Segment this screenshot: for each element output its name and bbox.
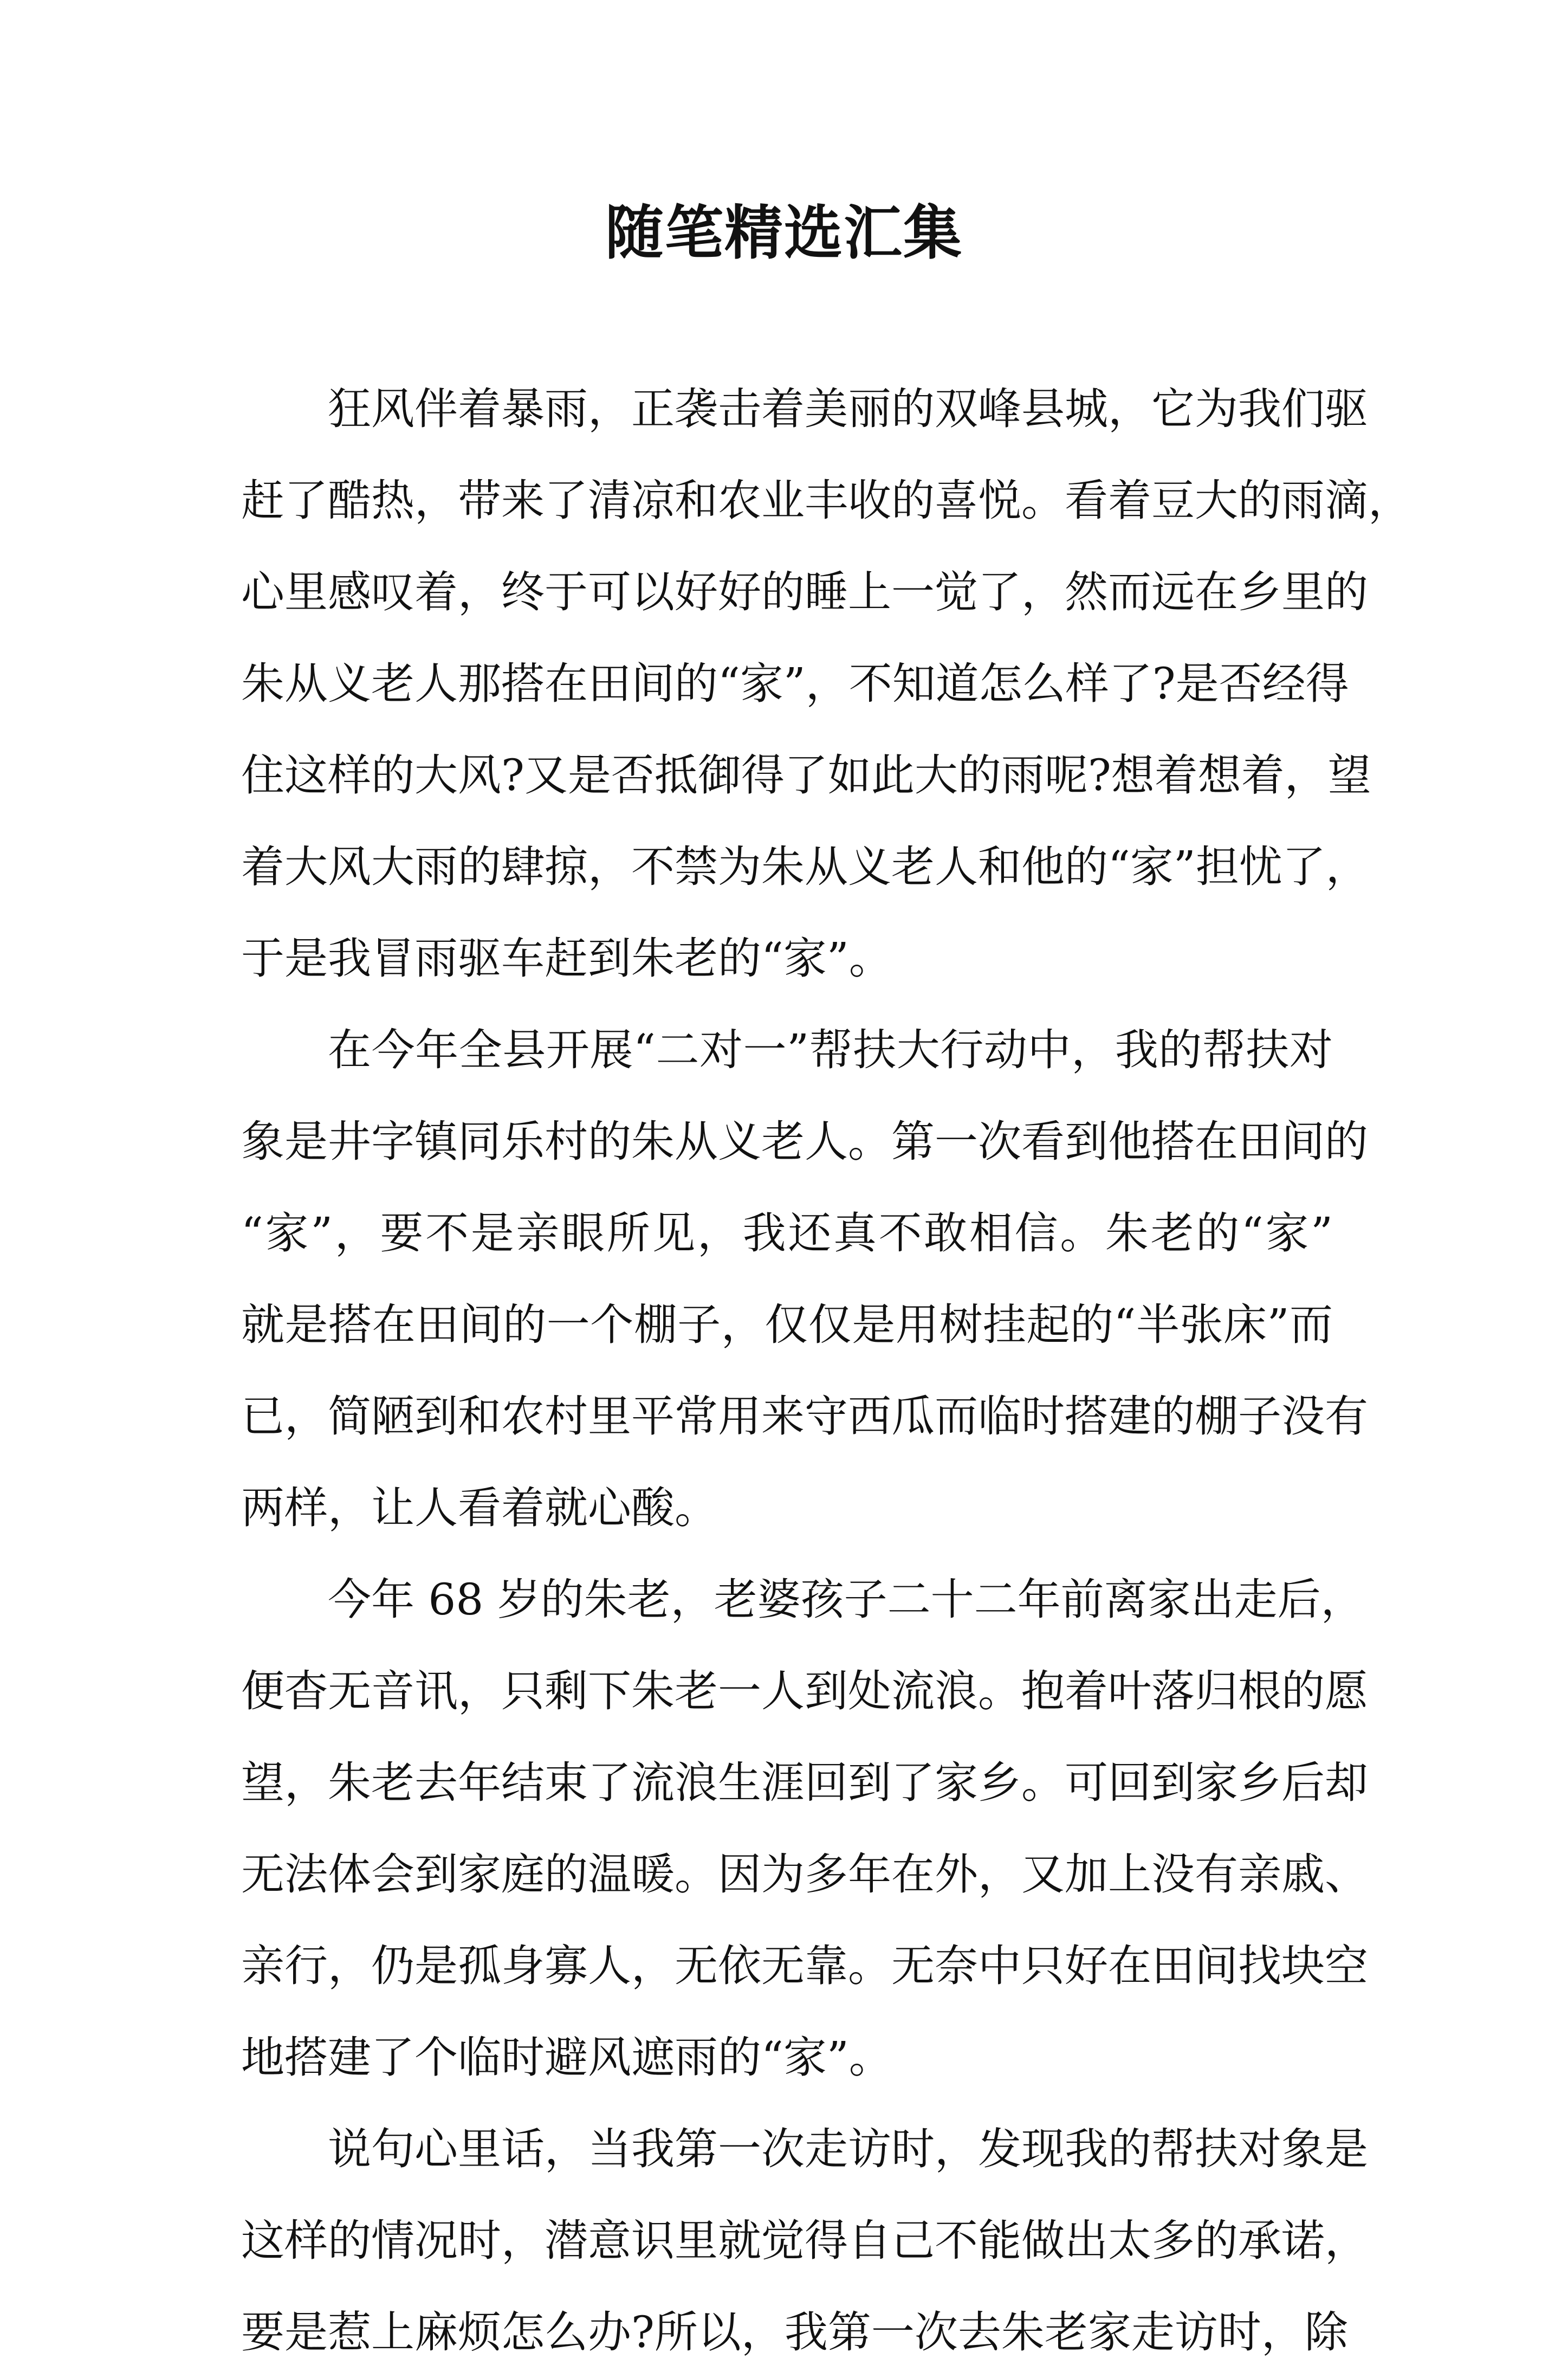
body-line: 狂风伴着暴雨，正袭击着美丽的双峰县城，它为我们驱 [328, 384, 1368, 434]
body-line: 两样，让人看着就心酸。 [241, 1483, 718, 1533]
document-title: 随笔精选汇集 [605, 199, 963, 267]
body-line: 说句心里话，当我第一次走访时，发现我的帮扶对象是 [328, 2124, 1368, 2174]
body-line: 已，简陋到和农村里平常用来守西瓜而临时搭建的棚子没有 [241, 1391, 1368, 1442]
body-line: 住这样的大风?又是否抵御得了如此大的雨呢?想着想着，望 [241, 750, 1371, 800]
body-line: 在今年全县开展“二对一”帮扶大行动中，我的帮扶对 [328, 1025, 1333, 1075]
body-line: “家”，要不是亲眼所见，我还真不敢相信。朱老的“家” [241, 1208, 1333, 1258]
body-line: 着大风大雨的肆掠，不禁为朱从义老人和他的“家”担忧了， [241, 842, 1369, 892]
body-line: 赶了酷热，带来了清凉和农业丰收的喜悦。看着豆大的雨滴， [241, 475, 1411, 526]
body-line: 这样的情况时，潜意识里就觉得自己不能做出太多的承诺， [241, 2215, 1368, 2266]
document-body [241, 363, 1411, 2378]
body-line: 要是惹上麻烦怎么办?所以，我第一次去朱老家走访时，除 [241, 2307, 1348, 2357]
body-line: 望，朱老去年结束了流浪生涯回到了家乡。可回到家乡后却 [241, 1757, 1368, 1808]
body-line: 于是我冒雨驱车赶到朱老的“家”。 [241, 933, 892, 984]
body-line: 地搭建了个临时避风遮雨的“家”。 [241, 2032, 892, 2083]
body-line: 亲行，仍是孤身寡人，无依无靠。无奈中只好在田间找块空 [241, 1941, 1368, 1991]
body-line: 无法体会到家庭的温暖。因为多年在外，又加上没有亲戚、 [241, 1849, 1368, 1899]
body-line: 就是搭在田间的一个棚子，仅仅是用树挂起的“半张床”而 [241, 1300, 1333, 1350]
body-line: 朱从义老人那搭在田间的“家”，不知道怎么样了?是否经得 [241, 658, 1349, 709]
body-line: 便杳无音讯，只剩下朱老一人到处流浪。抱着叶落归根的愿 [241, 1666, 1368, 1716]
body-line: 象是井字镇同乐村的朱从义老人。第一次看到他搭在田间的 [241, 1116, 1368, 1167]
body-line: 心里感叹着，终于可以好好的睡上一觉了，然而远在乡里的 [241, 567, 1368, 617]
body-line: 今年 68 岁的朱老，老婆孩子二十二年前离家出走后， [328, 1574, 1364, 1625]
